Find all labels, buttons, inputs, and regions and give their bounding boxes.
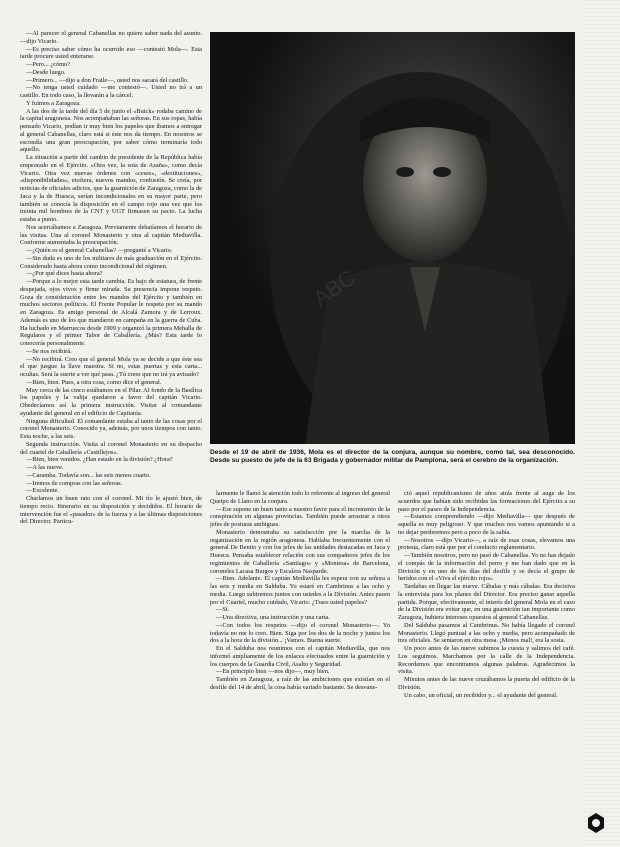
paragraph: —Nosotros —dijo Vicario—, a raíz de esas cosas, elevamos una protesta, claro está que por el conducto reglamentario.	[398, 536, 575, 552]
paragraph: Charlamos un buen rato con el coronel. Mi tío le ajustó bien, de tiempo recio. Itinerario en su disposición y decididos. El horario de intervención fue el «pasador» de la fuerza y a las últimas disposiciones del Director. Particu-	[20, 495, 202, 526]
paragraph: —Excelente.	[26, 487, 59, 495]
paragraph: A las dos de la tarde del día 5 de junio el «Buick» rodaba camino de la capital aragonesa. Nos acompañaban las señoras. En sus ropas, había pensado Vicario, podían ir muy bien los papeles que íbamos a entregar al general Cabanellas, claro está si éste nos da tiempo. En nosotros se escondía una gran preocupación, por saber cómo terminaría todo aquello.	[20, 107, 202, 154]
paragraph: Un cabo, un oficial, un recibidor y... el ayudante del general.	[404, 691, 558, 699]
paragraph: —Pero... ¿cómo?	[26, 61, 71, 68]
paper-grain	[580, 0, 620, 847]
paragraph: —En principio bien —nos dijo—, muy bien.	[216, 668, 330, 676]
paragraph: ció aquel republicanismo de años atrás frente al auge de los acuerdos que habían sido recibidas las formaciones del Ejército a su paso por el paseo de la Independencia.	[398, 490, 575, 513]
middle-text-column	[210, 490, 390, 835]
paragraph: —Iremos de compras con las señoras.	[26, 479, 123, 487]
paragraph: —Es preciso saber cómo ha ocurrido eso —contestó Mola—. Esta tarde procure usted enterarse.	[20, 45, 202, 61]
abc-watermark: ABC	[308, 264, 360, 312]
paragraph: Nos acercábamos a Zaragoza. Previamente debatíamos el horario de las visitas. Una al coronel Monasterio y otra al capitán Mediavilla. Conforme aumentaba la preocupación.	[20, 223, 202, 247]
paragraph: —Primero... —dijo a don Fraile—, usted nos sacará del castillo.	[26, 76, 189, 84]
paragraph: Del Salduba pasamos al Cambrinus. No había llegado el coronel Monasterio. Llegó puntual a las ocho y media, pero acompañado de tres oficiales. Se sentaron en otra mesa. ¡Menos mal!, era la sosta.	[398, 621, 575, 645]
paragraph: —A las nueve.	[26, 464, 64, 471]
paragraph: —También nosotros, pero no pasó de Cabanellas. Yo no has dejado el compás de la información del perro y me han dado que en la División y en uno de los días del desfile y se decía el grupo de heridos con el «Viva el ejército rojo».	[398, 552, 575, 583]
paragraph: —Ese supone un buen tanto a nuestro favor para el incremento de la conspiración en algunas provincias. También puede arrastrar a otros jefes de posturas ambiguas.	[210, 505, 390, 528]
paragraph: También en Zaragoza, a raíz de las ambiciones que existían en el desfile del 14 de abril, la cosa había variado bastante. Se desvane-	[210, 676, 390, 691]
paragraph: Tardabas en llegar las nueve. Cábalas y más cábalas. Era decisiva la entrevista para los planes del Director. Era preciso ganar aquella partida. Porque, efectivamente, el interés del general Mola en el caso de la División era evitar que, en una guarnición tan importante como Zaragoza, hubiera intereses opuestos al general Cabanellas.	[398, 583, 575, 621]
left-text-column	[20, 30, 202, 835]
paragraph: —Bien, bien venidos. ¿Han estado en la división? ¿Hora?	[26, 456, 173, 464]
paragraph: Muy cerca de las cinco estábamos en el Pilar. Al fondo de la Basílica los papeles y la valija quedaron a favor del capitán Vicario. Obedecíamos así la primera instrucción. Visitar al comandante ayudante del general en el edificio de Capitanía.	[20, 386, 202, 417]
paragraph: larmente le llamó la atención todo lo referente al ingreso del general Queipo de Llano en la conjura.	[210, 490, 390, 505]
paragraph: —Al parecer el general Cabanellas no quiere saber nada del asunto. —dijo Vicario.	[20, 30, 202, 45]
paragraph: —Bien. Adelante. El capitán Mediavilla les espera con su señora a las seis y media en Salduba. Yo estaré en Cambrinus a las ocho y media. Luego subiremos juntos con ustedes a la División. Antes pasen por el Cuartel, mucho cuidado, Vicario. ¿Traes usted papeles?	[210, 575, 390, 606]
paragraph: —Caramba. Todavía son... las seis menos cuarto.	[26, 471, 151, 479]
photo-image	[210, 32, 575, 444]
paragraph: Segunda instrucción. Visita al coronel Monasterio en su despacho del cuartel de Caballería «Castillejos».	[20, 440, 202, 456]
paragraph: —No tenga usted cuidado —me contestó—. Usted no irá a un castillo. En todo caso, la llevarán a la cárcel.	[20, 84, 202, 99]
ornament-icon	[586, 812, 606, 834]
paragraph: —¿Quién es el general Cabanellas? —pregunté a Vicario.	[26, 247, 173, 254]
paragraph: —Se nos recibirá.	[26, 347, 72, 355]
paragraph: —Sí.	[216, 606, 230, 614]
paragraph: —Sin duda es uno de los militares de más graduación en el Ejército. Considerado hasta ahora como incondicional del régimen.	[20, 254, 202, 270]
paragraph: —Estamos comprendiendo —dijo Mediavilla— que después de aquella es muy peligroso. Y que muchos nos vamos apuntando si a no dejar perderemos pero a poco de la sabía.	[398, 513, 575, 536]
paragraph: La situación a partir del cambio de presidente de la República había empeorado en el Ejército. «Otra vez, la sota de Azaña», como decía Vicario. Otra vez nuevas órdenes con «ceses», «destituciones», «disponibilidades», etcétera, nuevos mandos, confusión. Se creía, por noticias de oficiales adictos, que la guarnición de Zaragoza, como la de Jaca y la de Huesca, serían incondicionales en su mayor parte, pero también se conocía la disposición en el campo rojo una vez que los treinta mil hombres de la CNT y UGT firmasen su pacto. La lucha estaba a punto.	[20, 154, 202, 223]
paragraph: —Una directiva, una instrucción y una carta.	[216, 614, 330, 621]
right-text-column	[398, 490, 575, 835]
paragraph: —Bien, bien. Pues, a otra cosa, como dice el general.	[26, 378, 162, 386]
paragraph: En el Salduba nos reunimos con el capitán Mediavilla, que nos informó ampliamente de los enlaces efectuados entre la guarnición y los cuerpos de la Guardia Civil, Asalto y Seguridad.	[210, 645, 390, 668]
paragraph: Y fuimos a Zaragoza.	[26, 99, 81, 107]
paragraph: —Porque a lo mejor esta tarde cambia. Es bajo de estatura, de frente despejada, ojos vivos y firme mirada. Su presencia impone respeto. Goza de consideración entre los mandos del Ejército y también en muchos sectores políticos. El Frente Popular le respeta por su mando en Zaragoza. Es amigo personal de Alcalá Zamora y de Lerroux. Además es uno de los que mandaron en campaña en la guerra de Cuba. Ha luchado en Marruecos desde 1909 y organizó la primera Mehalla de Regulares y el primer Tabor de Caballería. ¿Más? Esta tarde lo conocerás personalmente.	[20, 278, 202, 347]
paragraph: Un poco antes de las nueve subimos la cuesta y salimos del café. Los seguimos. Marchamos por la calle de la Independencia. Recordemos que encontramos algunas palabras. Agradecimos la visita.	[398, 645, 575, 676]
photo-caption: Desde el 19 de abril de 1936, Mola es el director de la conjura, aunque su nombre, como tal, sea desconocido. Desde su puesto de jefe de la 63 Brigada y gobernador militar de Pamplona, será el cerebro de la organización.	[210, 449, 575, 465]
paragraph: Minutos antes de las nueve cruzábamos la puerta del edificio de la División.	[398, 676, 575, 691]
paragraph: Monasterio demostraba su satisfacción por la marcha de la organización en la región aragonesa. Hablaba frecuentemente con el general De Benito y con los jefes de las unidades destacadas en Jaca y Huesca. Pensaba establecer relación con sus compañeros jefes de los regimientos de Caballería «Santiago» y «Montesa» de Barcelona, coroneles Lacasa Burgos y Escalera Nasparde.	[210, 528, 390, 575]
paragraph: Ninguna dificultad. El comandante estaba al tanto de las cosas por el coronel Monasterio. Conocido ya, además, por unos tiempos con tanto. Esta noche, a las seis.	[20, 417, 202, 440]
portrait-photo	[210, 32, 575, 444]
paragraph: —Desde luego.	[26, 68, 66, 76]
paragraph: —¿Por qué dices hasta ahora?	[26, 270, 103, 278]
paragraph: —Con todos los respetos —dijo el coronel Monasterio—. Yo todavía no me lo creo. Bien. Siga por los dos de la noche y juntos los dos a la hora de la división... ¡Vamos. Buena suerte.	[210, 621, 390, 645]
paragraph: —No recibirá. Creo que el general Mola ya se decide a que éste sea el que juegue la llave maestra. Si no, estas puertas y esta carta... ocultas. Será la suerte a ver qué pasa. ¿Tú crees que no irá ya avisado?	[20, 355, 202, 378]
